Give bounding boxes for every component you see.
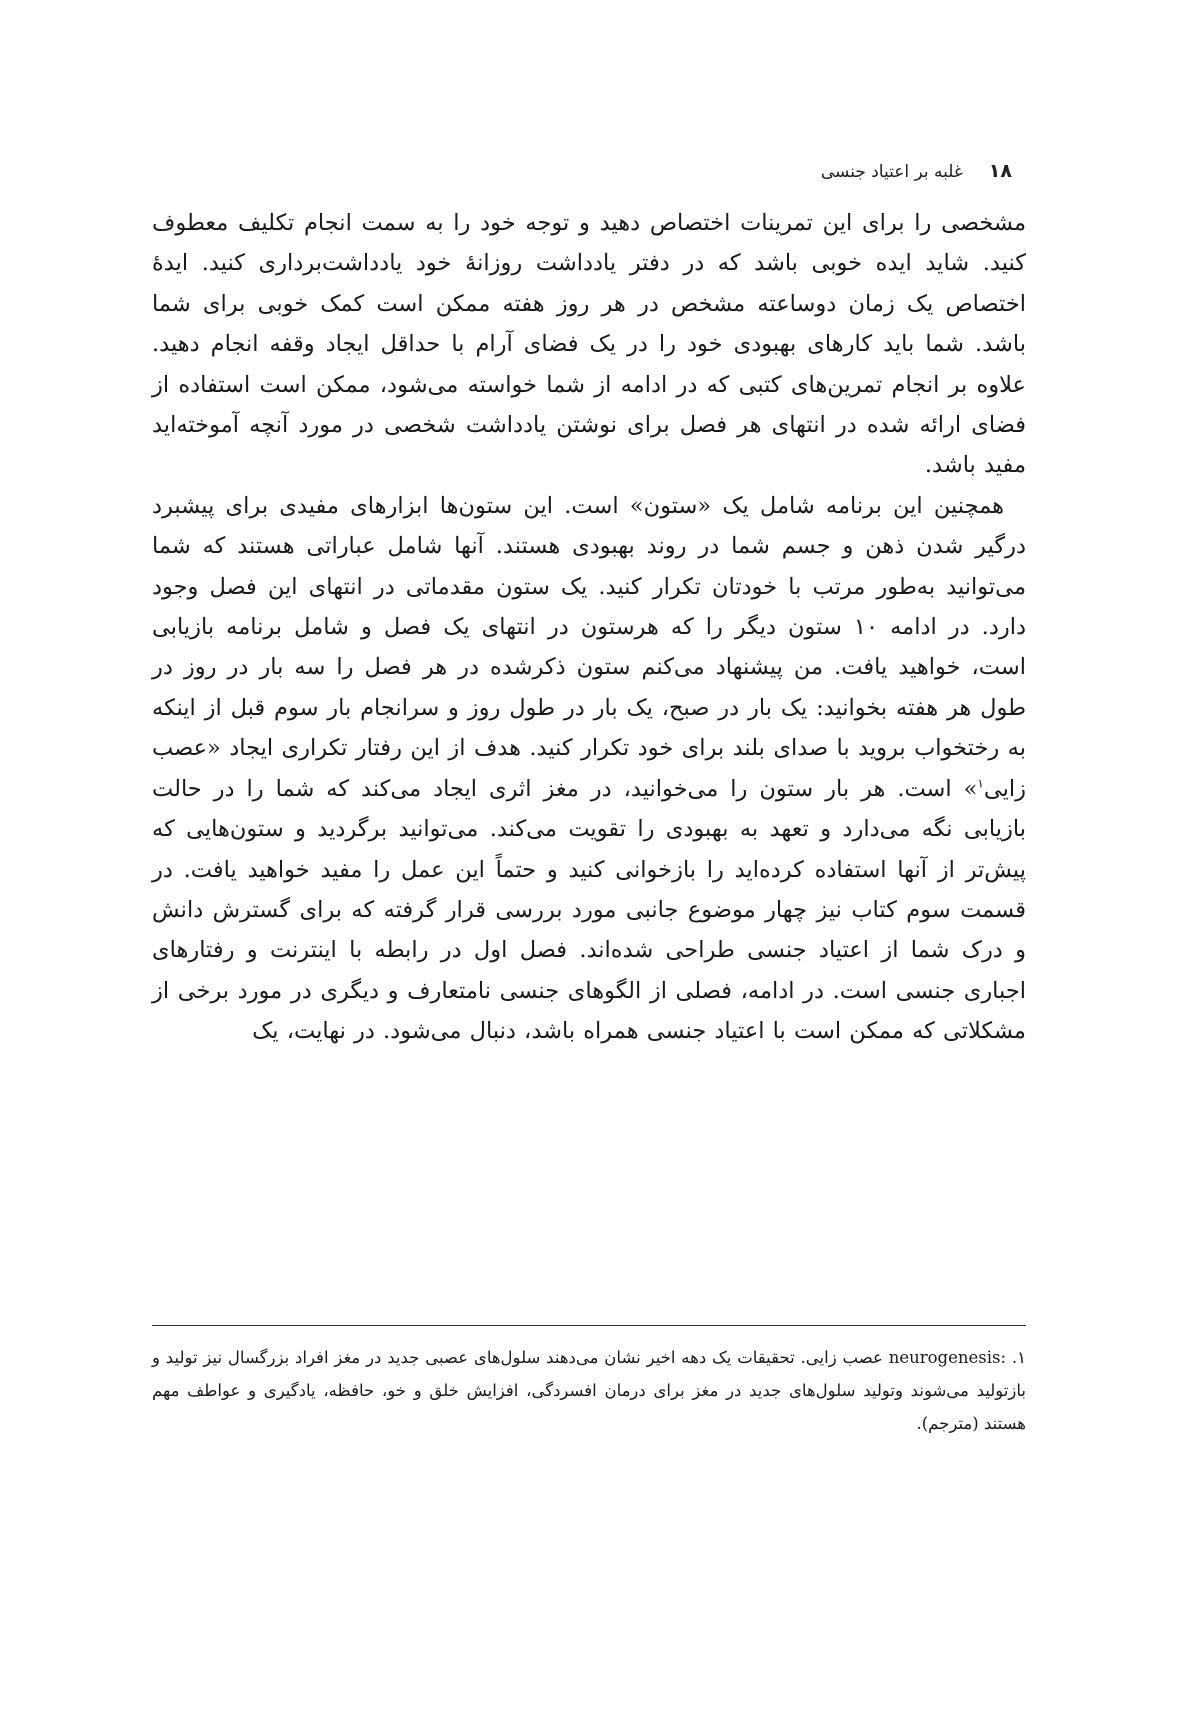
paragraph-1: مشخصی را برای این تمرینات اختصاص دهید و توجه خود را به سمت انجام تکلیف معطوف کنید. شاید ایده خوبی باشد که در دفتر یادداشت روزانهٔ خود یادداشت‌برداری کنید. ایدهٔ اختصاص یک زمان دوساعته مشخص در هر روز هفته ممکن است کمک خوبی برای شما باشد. شما باید کارهای بهبودی خود را در یک فضای آرام با حداقل ایجاد وقفه انجام دهید. علاوه بر انجام تمرین‌های کتبی که در ادامه از شما خواسته می‌شود، ممکن است استفاده از فضای ارائه شده در انتهای هر فصل برای نوشتن یادداشت شخصی در مورد آنچه آموخته‌اید مفید باشد. (152, 210, 1026, 479)
footnote-divider (152, 1325, 1026, 1326)
paragraph-2-part-1: همچنین این برنامه شامل یک «ستون» است. این ستون‌ها ابزارهای مفیدی برای پیشبرد درگیر شدن ذهن و جسم شما در روند بهبودی هستند. آنها شامل عباراتی هستند که شما می‌توانید به‌طور مرتب با خودتان تکرار کنید. یک ستون مقدماتی در انتهای این فصل وجود دارد. در ادامه ۱۰ ستون دیگر را که هرستون در انتهای یک فصل و شامل برنامه بازیابی است، خواهید یافت. من پیشنهاد می‌کنم ستون ذکرشده در هر فصل را سه بار در روز در طول هر هفته بخوانید: یک بار در صبح، یک بار در طول روز و سرانجام بار سوم قبل از اینکه به رختخواب بروید با صدای بلند برای خود تکرار کنید. هدف از این رفتار تکراری ایجاد «عصب زایی (152, 492, 1026, 802)
paragraph-2-part-2: » است. هر بار ستون را می‌خوانید، در مغز اثری ایجاد می‌کند که شما را در حالت بازیابی نگه می‌دارد و تعهد به بهبودی را تقویت می‌کند. می‌توانید برگردید و ستون‌هایی که پیش‌تر از آنها استفاده کرده‌اید را بازخوانی کنید و حتماً این عمل را مفید خواهید یافت. در قسمت سوم کتاب نیز چهار موضوع جانبی مورد بررسی قرار گرفته که برای گسترش دانش و درک شما از اعتیاد جنسی طراحی شده‌اند. فصل اول در رابطه با اینترنت و رفتارهای اجباری جنسی است. در ادامه، فصلی از الگوهای جنسی نامتعارف و دیگری در مورد برخی از مشکلاتی که ممکن است با اعتیاد جنسی همراه باشد، دنبال می‌شود. در نهایت، یک (152, 775, 1026, 1045)
footnote-term: neurogenesis: (888, 1348, 1007, 1367)
paragraph-2 (152, 486, 1026, 1052)
footnote (152, 1341, 1026, 1440)
footnote-text: عصب زایی. تحقیقات یک دهه اخیر نشان می‌دهند سلول‌های عصبی جدید در مغز افراد بزرگسال نیز تولید و بازتولید می‌شوند وتولید سلول‌های جدید در مغز برای درمان افسردگی، افزایش خلق و خو، حافظه، یادگیری و عواطف مهم هستند (مترجم). (152, 1348, 1026, 1433)
footnote-reference[interactable]: ۱ (977, 776, 984, 791)
footnote-number: ۱. (1011, 1348, 1027, 1367)
page-number: ۱۸ (988, 160, 1012, 182)
book-title: غلبه بر اعتیاد جنسی (820, 162, 963, 182)
body-text (152, 203, 1026, 1052)
running-header (821, 160, 1012, 182)
footnote-paragraph (152, 1341, 1026, 1440)
